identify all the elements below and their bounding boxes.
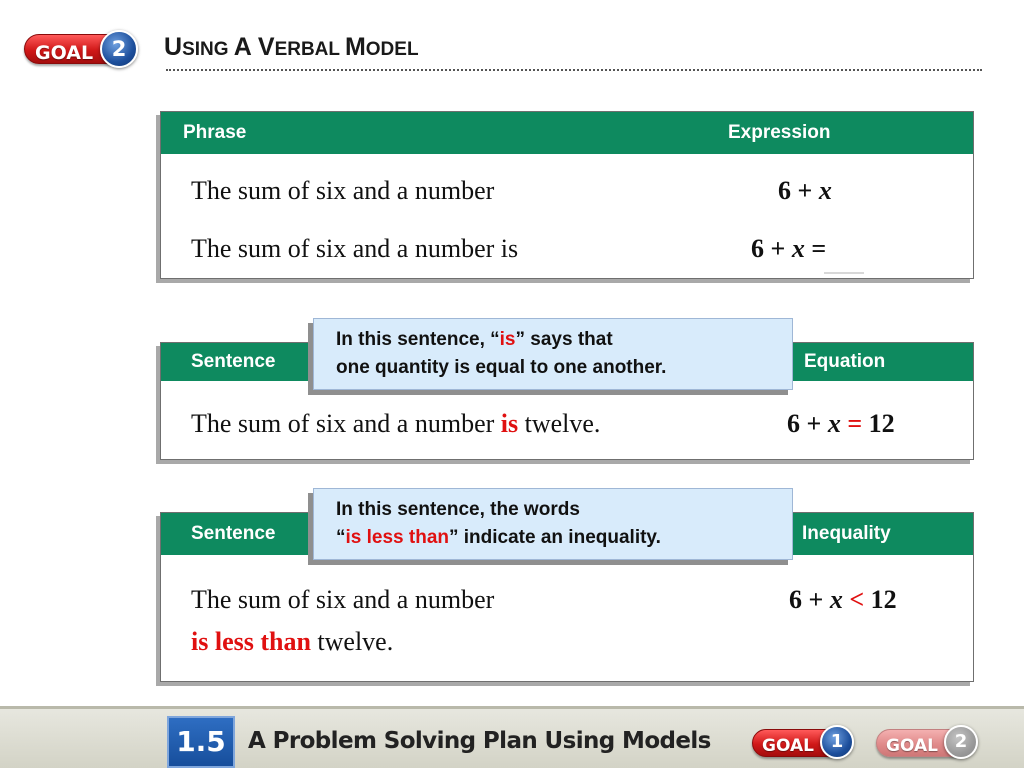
expr-part: = — [804, 234, 827, 263]
inequality-text — [789, 585, 897, 615]
title-part: SING — [182, 39, 234, 60]
expr-part: 6 + — [751, 234, 792, 263]
phrase-expression-panel — [160, 111, 974, 279]
callout-line-1 — [336, 329, 613, 351]
expr-part: 12 — [862, 409, 895, 438]
title-part: V — [257, 33, 275, 61]
sentence-line-2 — [191, 627, 393, 657]
title-part: ERBAL — [274, 39, 345, 60]
expr-part: 12 — [864, 585, 897, 614]
equals-sign: = — [840, 409, 863, 438]
callout-keyword-is: is — [499, 329, 516, 350]
callout-line-2 — [336, 527, 661, 549]
goal-number: 2 — [944, 725, 978, 759]
callout-part: “ — [336, 527, 346, 548]
callout-keyword-is-less-than: is less than — [345, 527, 449, 548]
sentence-part: The sum of six and a number — [191, 409, 501, 438]
callout-part: ” says that — [515, 329, 613, 350]
keyword-is: is — [500, 409, 519, 438]
callout-is-note — [313, 318, 793, 390]
column-header-expression: Expression — [728, 122, 831, 143]
goal-2-button[interactable] — [876, 724, 980, 764]
panel-header — [161, 112, 973, 154]
column-header-equation: Equation — [804, 351, 886, 372]
goal-label: GOAL — [35, 42, 94, 64]
sentence-part: twelve. — [310, 627, 394, 656]
goal-1-button[interactable] — [752, 724, 856, 764]
footer-bar — [0, 706, 1024, 768]
column-header-inequality: Inequality — [802, 523, 891, 544]
expr-variable: x — [791, 234, 805, 263]
column-header-sentence: Sentence — [191, 523, 276, 544]
sentence-line-1: The sum of six and a number — [191, 585, 495, 614]
callout-inequality-note — [313, 488, 793, 560]
expr-part: 6 + — [789, 585, 830, 614]
expr-part: 6 + — [787, 409, 828, 438]
callout-part: In this sentence, “ — [336, 329, 500, 350]
sentence-part: twelve. — [518, 409, 601, 438]
title-part: ODEL — [365, 39, 419, 60]
title-part: U — [164, 33, 183, 61]
goal-number: 1 — [820, 725, 854, 759]
less-than-sign: < — [842, 585, 865, 614]
goal-label: GOAL — [886, 736, 938, 756]
sentence-text — [191, 409, 600, 439]
title-part: M — [344, 33, 366, 61]
goal-label: GOAL — [762, 736, 814, 756]
callout-line-2: one quantity is equal to one another. — [336, 357, 667, 378]
keyword-is-less-than: is less than — [191, 627, 311, 656]
callout-line-1: In this sentence, the words — [336, 499, 580, 520]
footer-divider — [0, 706, 1024, 709]
goal-2-badge — [24, 30, 140, 68]
expr-variable: x — [829, 585, 843, 614]
lesson-number: 1.5 — [167, 716, 235, 768]
page-title — [164, 33, 419, 62]
phrase-row-2: The sum of six and a number is — [191, 234, 519, 263]
expr-variable: x — [827, 409, 841, 438]
phrase-row-1: The sum of six and a number — [191, 176, 495, 205]
callout-part: ” indicate an inequality. — [449, 527, 661, 548]
expr-part: 6 + — [778, 176, 819, 205]
answer-blank — [824, 272, 864, 274]
expression-row-1 — [778, 176, 832, 206]
column-header-phrase: Phrase — [183, 122, 247, 143]
equation-text — [787, 409, 895, 439]
goal-number: 2 — [100, 30, 138, 68]
title-part: A — [233, 33, 258, 61]
lesson-title: A Problem Solving Plan Using Models — [248, 728, 711, 754]
column-header-sentence: Sentence — [191, 351, 276, 372]
expression-row-2 — [751, 234, 826, 264]
title-divider — [166, 69, 982, 71]
expr-variable: x — [818, 176, 832, 205]
